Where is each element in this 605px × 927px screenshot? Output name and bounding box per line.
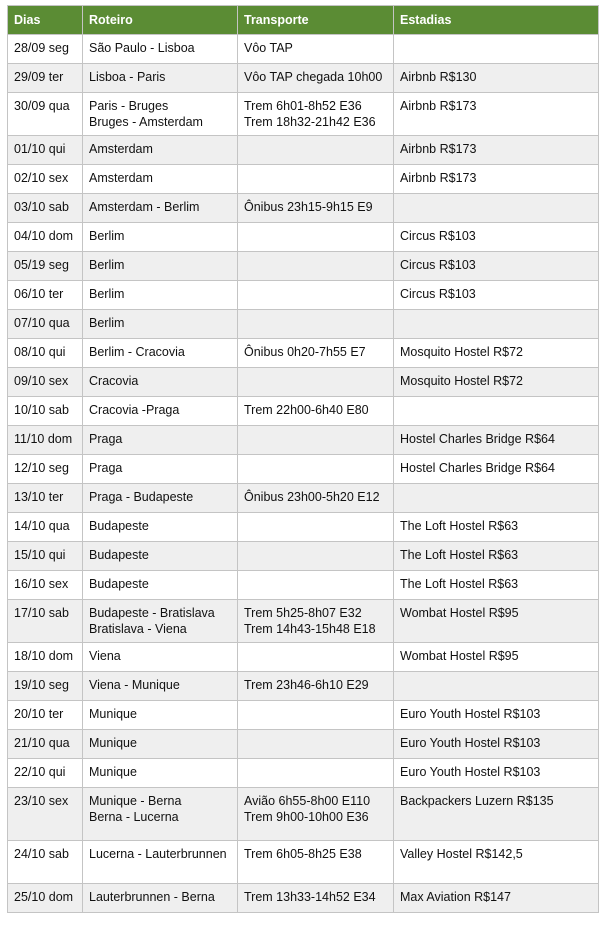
cell-transporte (238, 730, 394, 759)
cell-transporte (238, 252, 394, 281)
cell-transporte (238, 165, 394, 194)
cell-estadia: Airbnb R$173 (394, 165, 599, 194)
header-row (8, 6, 599, 35)
table-row (8, 136, 599, 165)
table-row (8, 542, 599, 571)
cell-transporte-line: Trem 6h01-8h52 E36 (244, 99, 362, 113)
cell-estadia: Airbnb R$130 (394, 64, 599, 93)
cell-roteiro (83, 730, 238, 759)
cell-roteiro (83, 281, 238, 310)
cell-transporte-line: Trem 6h05-8h25 E38 (244, 847, 362, 861)
cell-transporte (238, 455, 394, 484)
cell-roteiro (83, 136, 238, 165)
header-estadias: Estadias (394, 6, 599, 35)
cell-roteiro-line: Bruges - Amsterdam (89, 115, 203, 129)
table-row (8, 759, 599, 788)
cell-roteiro (83, 484, 238, 513)
table-row (8, 310, 599, 339)
cell-estadia: Circus R$103 (394, 223, 599, 252)
cell-dia: 15/10 qui (8, 542, 83, 571)
cell-roteiro-line: Budapeste (89, 577, 149, 591)
cell-roteiro (83, 310, 238, 339)
cell-estadia: Valley Hostel R$142,5 (394, 841, 599, 884)
table-row (8, 730, 599, 759)
cell-dia: 28/09 seg (8, 35, 83, 64)
cell-dia: 14/10 qua (8, 513, 83, 542)
cell-roteiro (83, 93, 238, 136)
cell-estadia (394, 35, 599, 64)
cell-transporte (238, 64, 394, 93)
table-row (8, 194, 599, 223)
cell-estadia: Mosquito Hostel R$72 (394, 339, 599, 368)
itinerary-table (7, 5, 599, 913)
cell-dia: 07/10 qua (8, 310, 83, 339)
table-row (8, 513, 599, 542)
cell-roteiro-line: Munique (89, 765, 137, 779)
header-roteiro: Roteiro (83, 6, 238, 35)
cell-roteiro (83, 397, 238, 426)
cell-roteiro-line: Praga (89, 461, 123, 475)
cell-roteiro-line: Munique - Berna (89, 794, 182, 808)
table-row (8, 643, 599, 672)
cell-dia: 25/10 dom (8, 884, 83, 913)
cell-transporte (238, 672, 394, 701)
cell-roteiro (83, 455, 238, 484)
cell-estadia (394, 310, 599, 339)
cell-dia: 23/10 sex (8, 788, 83, 841)
cell-transporte (238, 281, 394, 310)
cell-roteiro-line: Berlim (89, 229, 125, 243)
cell-roteiro-line: Berlim - Cracovia (89, 345, 185, 359)
cell-dia: 03/10 sab (8, 194, 83, 223)
cell-roteiro (83, 426, 238, 455)
cell-estadia: Circus R$103 (394, 281, 599, 310)
cell-estadia: The Loft Hostel R$63 (394, 513, 599, 542)
cell-transporte (238, 542, 394, 571)
cell-roteiro-line: Berlim (89, 287, 125, 301)
cell-transporte-line: Trem 13h33-14h52 E34 (244, 890, 376, 904)
cell-transporte (238, 426, 394, 455)
cell-estadia: Wombat Hostel R$95 (394, 600, 599, 643)
cell-transporte-line: Vôo TAP chegada 10h00 (244, 70, 383, 84)
cell-dia: 04/10 dom (8, 223, 83, 252)
cell-estadia: Euro Youth Hostel R$103 (394, 701, 599, 730)
cell-dia: 08/10 qui (8, 339, 83, 368)
cell-transporte (238, 513, 394, 542)
cell-transporte-line: Trem 5h25-8h07 E32 (244, 606, 362, 620)
cell-estadia: Hostel Charles Bridge R$64 (394, 426, 599, 455)
cell-transporte-line: Trem 22h00-6h40 E80 (244, 403, 369, 417)
cell-transporte (238, 643, 394, 672)
cell-roteiro (83, 759, 238, 788)
cell-transporte-line: Ônibus 23h00-5h20 E12 (244, 490, 380, 504)
cell-roteiro-line: Budapeste - Bratislava (89, 606, 215, 620)
cell-dia: 06/10 ter (8, 281, 83, 310)
cell-estadia: The Loft Hostel R$63 (394, 542, 599, 571)
table-row (8, 600, 599, 643)
cell-roteiro (83, 701, 238, 730)
cell-transporte (238, 223, 394, 252)
cell-transporte (238, 368, 394, 397)
cell-transporte (238, 484, 394, 513)
cell-roteiro (83, 64, 238, 93)
cell-dia: 22/10 qui (8, 759, 83, 788)
cell-transporte (238, 701, 394, 730)
cell-dia: 18/10 dom (8, 643, 83, 672)
cell-roteiro-line: Paris - Bruges (89, 99, 169, 113)
cell-transporte (238, 136, 394, 165)
table-row (8, 397, 599, 426)
cell-roteiro (83, 339, 238, 368)
cell-transporte (238, 600, 394, 643)
cell-estadia (394, 672, 599, 701)
cell-estadia: Airbnb R$173 (394, 93, 599, 136)
cell-roteiro-line: Viena (89, 649, 121, 663)
table-row (8, 165, 599, 194)
cell-dia: 09/10 sex (8, 368, 83, 397)
cell-roteiro-line: Amsterdam (89, 142, 153, 156)
cell-roteiro-line: Berlim (89, 258, 125, 272)
cell-transporte-line: Avião 6h55-8h00 E110 (244, 794, 371, 808)
cell-transporte-line: Vôo TAP (244, 41, 293, 55)
cell-transporte-line: Trem 23h46-6h10 E29 (244, 678, 369, 692)
cell-roteiro-line: Munique (89, 707, 137, 721)
cell-estadia: The Loft Hostel R$63 (394, 571, 599, 600)
cell-transporte (238, 93, 394, 136)
cell-roteiro (83, 513, 238, 542)
table-row (8, 426, 599, 455)
table-row (8, 884, 599, 913)
cell-transporte-line: Ônibus 0h20-7h55 E7 (244, 345, 366, 359)
cell-roteiro-line: Cracovia -Praga (89, 403, 180, 417)
cell-estadia: Wombat Hostel R$95 (394, 643, 599, 672)
cell-transporte-line: Trem 9h00-10h00 E36 (244, 810, 369, 824)
table-row (8, 368, 599, 397)
cell-estadia: Max Aviation R$147 (394, 884, 599, 913)
cell-dia: 10/10 sab (8, 397, 83, 426)
cell-transporte (238, 884, 394, 913)
table-row (8, 788, 599, 841)
cell-estadia (394, 484, 599, 513)
cell-roteiro-line: Viena - Munique (89, 678, 180, 692)
cell-roteiro (83, 542, 238, 571)
table-row (8, 64, 599, 93)
cell-dia: 21/10 qua (8, 730, 83, 759)
cell-dia: 13/10 ter (8, 484, 83, 513)
cell-transporte-line: Trem 14h43-15h48 E18 (244, 622, 376, 636)
cell-transporte (238, 310, 394, 339)
table-row (8, 339, 599, 368)
cell-transporte (238, 759, 394, 788)
cell-estadia: Hostel Charles Bridge R$64 (394, 455, 599, 484)
table-body (8, 35, 599, 913)
cell-transporte-line: Ônibus 23h15-9h15 E9 (244, 200, 373, 214)
cell-roteiro-line: Lauterbrunnen - Berna (89, 890, 215, 904)
cell-transporte (238, 841, 394, 884)
cell-dia: 24/10 sab (8, 841, 83, 884)
cell-estadia: Euro Youth Hostel R$103 (394, 730, 599, 759)
cell-dia: 02/10 sex (8, 165, 83, 194)
cell-estadia: Mosquito Hostel R$72 (394, 368, 599, 397)
cell-roteiro-line: São Paulo - Lisboa (89, 41, 195, 55)
cell-estadia: Backpackers Luzern R$135 (394, 788, 599, 841)
cell-roteiro-line: Berna - Lucerna (89, 810, 179, 824)
table-row (8, 484, 599, 513)
cell-roteiro-line: Budapeste (89, 548, 149, 562)
cell-dia: 01/10 qui (8, 136, 83, 165)
cell-roteiro-line: Praga (89, 432, 123, 446)
cell-estadia: Circus R$103 (394, 252, 599, 281)
cell-roteiro (83, 571, 238, 600)
cell-dia: 19/10 seg (8, 672, 83, 701)
cell-roteiro-line: Berlim (89, 316, 125, 330)
cell-roteiro (83, 165, 238, 194)
cell-roteiro (83, 884, 238, 913)
cell-roteiro (83, 35, 238, 64)
table-row (8, 281, 599, 310)
cell-transporte (238, 788, 394, 841)
cell-roteiro (83, 223, 238, 252)
cell-roteiro (83, 600, 238, 643)
cell-dia: 16/10 sex (8, 571, 83, 600)
cell-roteiro-line: Lucerna - Lauterbrunnen (89, 847, 227, 861)
cell-roteiro-line: Amsterdam - Berlim (89, 200, 200, 214)
cell-roteiro (83, 368, 238, 397)
cell-dia: 11/10 dom (8, 426, 83, 455)
table-row (8, 701, 599, 730)
cell-roteiro (83, 672, 238, 701)
cell-dia: 30/09 qua (8, 93, 83, 136)
cell-estadia: Airbnb R$173 (394, 136, 599, 165)
cell-transporte (238, 35, 394, 64)
table-row (8, 672, 599, 701)
header-dias: Dias (8, 6, 83, 35)
cell-estadia: Euro Youth Hostel R$103 (394, 759, 599, 788)
cell-dia: 29/09 ter (8, 64, 83, 93)
cell-roteiro-line: Lisboa - Paris (89, 70, 166, 84)
cell-transporte (238, 397, 394, 426)
cell-estadia (394, 397, 599, 426)
table-row (8, 93, 599, 136)
table-row (8, 252, 599, 281)
cell-dia: 12/10 seg (8, 455, 83, 484)
table-row (8, 35, 599, 64)
table-row (8, 223, 599, 252)
table-row (8, 841, 599, 884)
cell-roteiro-line: Munique (89, 736, 137, 750)
cell-roteiro (83, 788, 238, 841)
header-transporte: Transporte (238, 6, 394, 35)
cell-transporte-line: Trem 18h32-21h42 E36 (244, 115, 376, 129)
cell-roteiro (83, 194, 238, 223)
cell-transporte (238, 194, 394, 223)
cell-roteiro (83, 643, 238, 672)
cell-estadia (394, 194, 599, 223)
cell-dia: 20/10 ter (8, 701, 83, 730)
cell-dia: 05/19 seg (8, 252, 83, 281)
table-row (8, 571, 599, 600)
table-row (8, 455, 599, 484)
cell-roteiro-line: Bratislava - Viena (89, 622, 187, 636)
cell-roteiro-line: Budapeste (89, 519, 149, 533)
cell-dia: 17/10 sab (8, 600, 83, 643)
cell-roteiro (83, 841, 238, 884)
cell-roteiro-line: Cracovia (89, 374, 139, 388)
cell-roteiro-line: Praga - Budapeste (89, 490, 194, 504)
cell-transporte (238, 571, 394, 600)
cell-transporte (238, 339, 394, 368)
cell-roteiro-line: Amsterdam (89, 171, 153, 185)
cell-roteiro (83, 252, 238, 281)
